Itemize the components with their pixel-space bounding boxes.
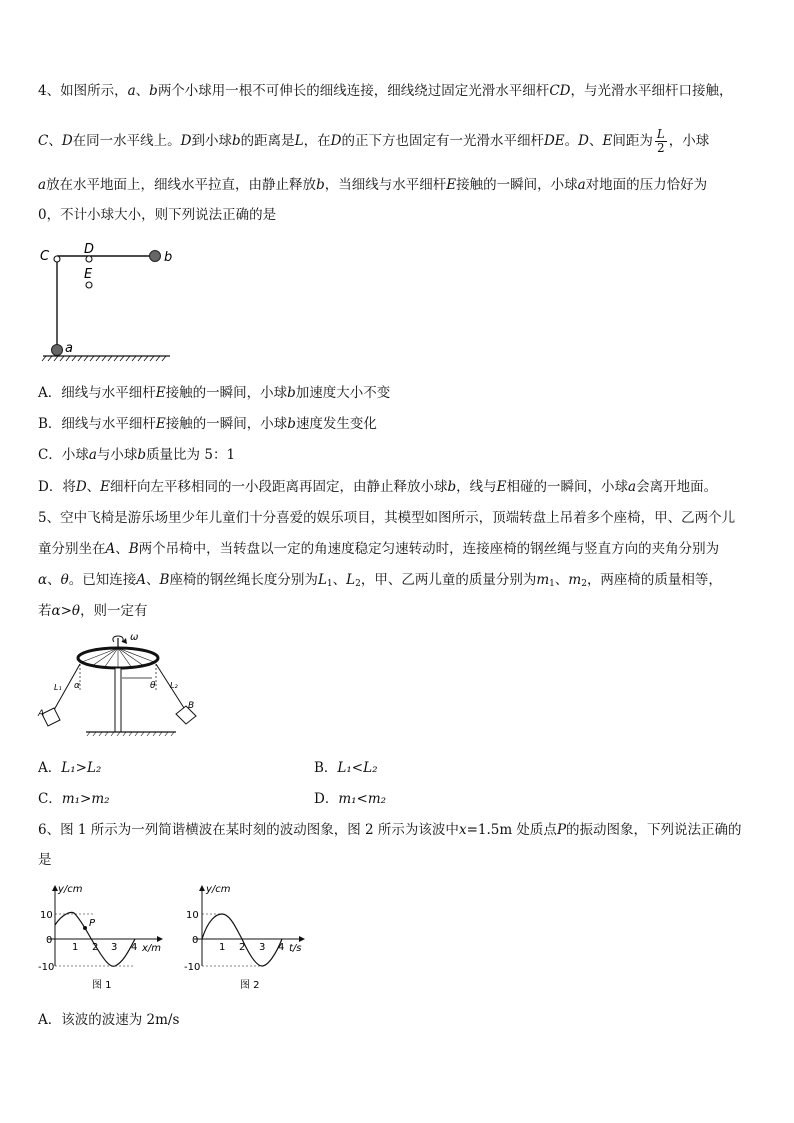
q6-option-A[interactable]: A．该波的波速为 2m/s [38, 1012, 180, 1028]
rod-E-icon [86, 282, 92, 288]
fig2-caption: 图 2 [240, 980, 260, 991]
q4-line-1: 4、如图所示，a、b两个小球用一根不可伸长的细线连接，细线绕过固定光滑水平细杆CD，与光滑水平细杆口接触， [38, 83, 733, 99]
label-C: C [40, 249, 50, 264]
q5-option-C[interactable]: C．m₁>m₂ [38, 791, 110, 807]
central-pole [115, 668, 121, 732]
fig1-xlabel: x/m [142, 943, 162, 954]
q4-option-C[interactable]: C．小球a与小球b质量比为 5：1 [38, 447, 236, 463]
label-B: B [188, 701, 195, 711]
q4-line-4: 0，不计小球大小，则下列说法正确的是 [38, 207, 277, 223]
q5-option-B[interactable]: B．L₁<L₂ [314, 760, 378, 776]
q5-line-4: 若α>θ，则一定有 [38, 603, 148, 619]
label-alpha: α [74, 681, 80, 691]
fig2-ytick-0: 0 [192, 935, 199, 946]
fig2-xlabel: t/s [289, 943, 302, 954]
q5-line-1: 5、空中飞椅是游乐场里少年儿童们十分喜爱的娱乐项目，其模型如图所示，顶端转盘上吊着多个座椅，甲、乙两个儿 [38, 510, 736, 526]
fig1-ytick-0: 0 [46, 935, 53, 946]
q6-line-1: 6、图 1 所示为一列简谐横波在某时刻的波动图象，图 2 所示为该波中x=1.5m 处质点P的振动图象，下列说法正确的 [38, 822, 742, 838]
q5-figure [36, 628, 206, 740]
q4-option-A[interactable]: A．细线与水平细杆E接触的一瞬间，小球b加速度大小不变 [38, 385, 391, 401]
fraction-L-over-2: $\frac{L}{2}$ [656, 127, 665, 155]
label-L2: L₂ [170, 681, 178, 690]
fig2-ylabel: y/cm [206, 884, 231, 895]
label-theta: θ [150, 681, 156, 691]
label-a: a [65, 341, 73, 356]
q4-option-D[interactable]: D．将D、E细杆向左平移相同的一小段距离再固定，由静止释放小球b，线与E相碰的一瞬间，小球a会离开地面。 [38, 479, 718, 495]
fig2-xtick-2: 2 [239, 942, 246, 953]
fig2-xtick-4: 4 [278, 942, 285, 953]
vibration-curve [202, 914, 285, 966]
ground-hatch [42, 356, 166, 361]
label-A: A [38, 709, 45, 719]
fig2-xtick-1: 1 [219, 942, 226, 953]
label-b: b [164, 250, 173, 265]
ball-b-icon [150, 251, 161, 262]
label-omega: ω [130, 632, 139, 643]
q5-option-D[interactable]: D．m₁<m₂ [314, 791, 387, 807]
fig2-xtick-3: 3 [259, 942, 266, 953]
fig2-ytick-neg10: -10 [184, 962, 201, 973]
q6-line-2: 是 [38, 852, 52, 868]
fig1-caption: 图 1 [92, 980, 112, 991]
q5-option-A[interactable]: A．L₁>L₂ [38, 760, 102, 776]
fig2-ytick-10: 10 [186, 910, 199, 921]
q4-line-3: a放在水平地面上，细线水平拉直，由静止释放b，当细线与水平细杆E接触的一瞬间，小球a对地面的压力恰好为 [38, 177, 708, 193]
fig1-ytick-10: 10 [40, 910, 53, 921]
rod-C-icon [54, 256, 60, 262]
q4-figure [38, 238, 178, 364]
fig1-xtick-2: 2 [92, 942, 99, 953]
label-E: E [84, 267, 93, 282]
seat-A-icon [42, 708, 60, 726]
q4-option-B[interactable]: B．细线与水平细杆E接触的一瞬间，小球b速度发生变化 [38, 416, 377, 432]
q6-figure-1 [38, 880, 168, 992]
ball-a-icon [52, 345, 63, 356]
q5-line-2: 童分别坐在A、B两个吊椅中，当转盘以一定的角速度稳定匀速转动时，连接座椅的钢丝绳与竖直方向的夹角分别为 [38, 541, 720, 557]
fig1-point-label: P [89, 918, 96, 929]
q6-figure-2 [180, 880, 310, 992]
label-D: D [84, 242, 95, 257]
fig1-xtick-4: 4 [131, 942, 138, 953]
q4-line-2: C、D在同一水平线上。D到小球b的距离是L，在D的正下方也固定有一光滑水平细杆DE。D、E间距为 $\frac{L}{2}$ ，小球 [38, 127, 710, 155]
point-P [83, 926, 87, 930]
fig1-ytick-neg10: -10 [38, 962, 55, 973]
fig1-ylabel: y/cm [58, 884, 83, 895]
label-L1: L₁ [54, 683, 62, 692]
fig1-xtick-3: 3 [111, 942, 118, 953]
fig1-xtick-1: 1 [72, 942, 79, 953]
q5-line-3: α、θ。已知连接A、B座椅的钢丝绳长度分别为$L_1$、$L_2$，甲、乙两儿童的质量分别为$m_1$、$m_2$，两座椅的质量相等， [38, 572, 722, 589]
